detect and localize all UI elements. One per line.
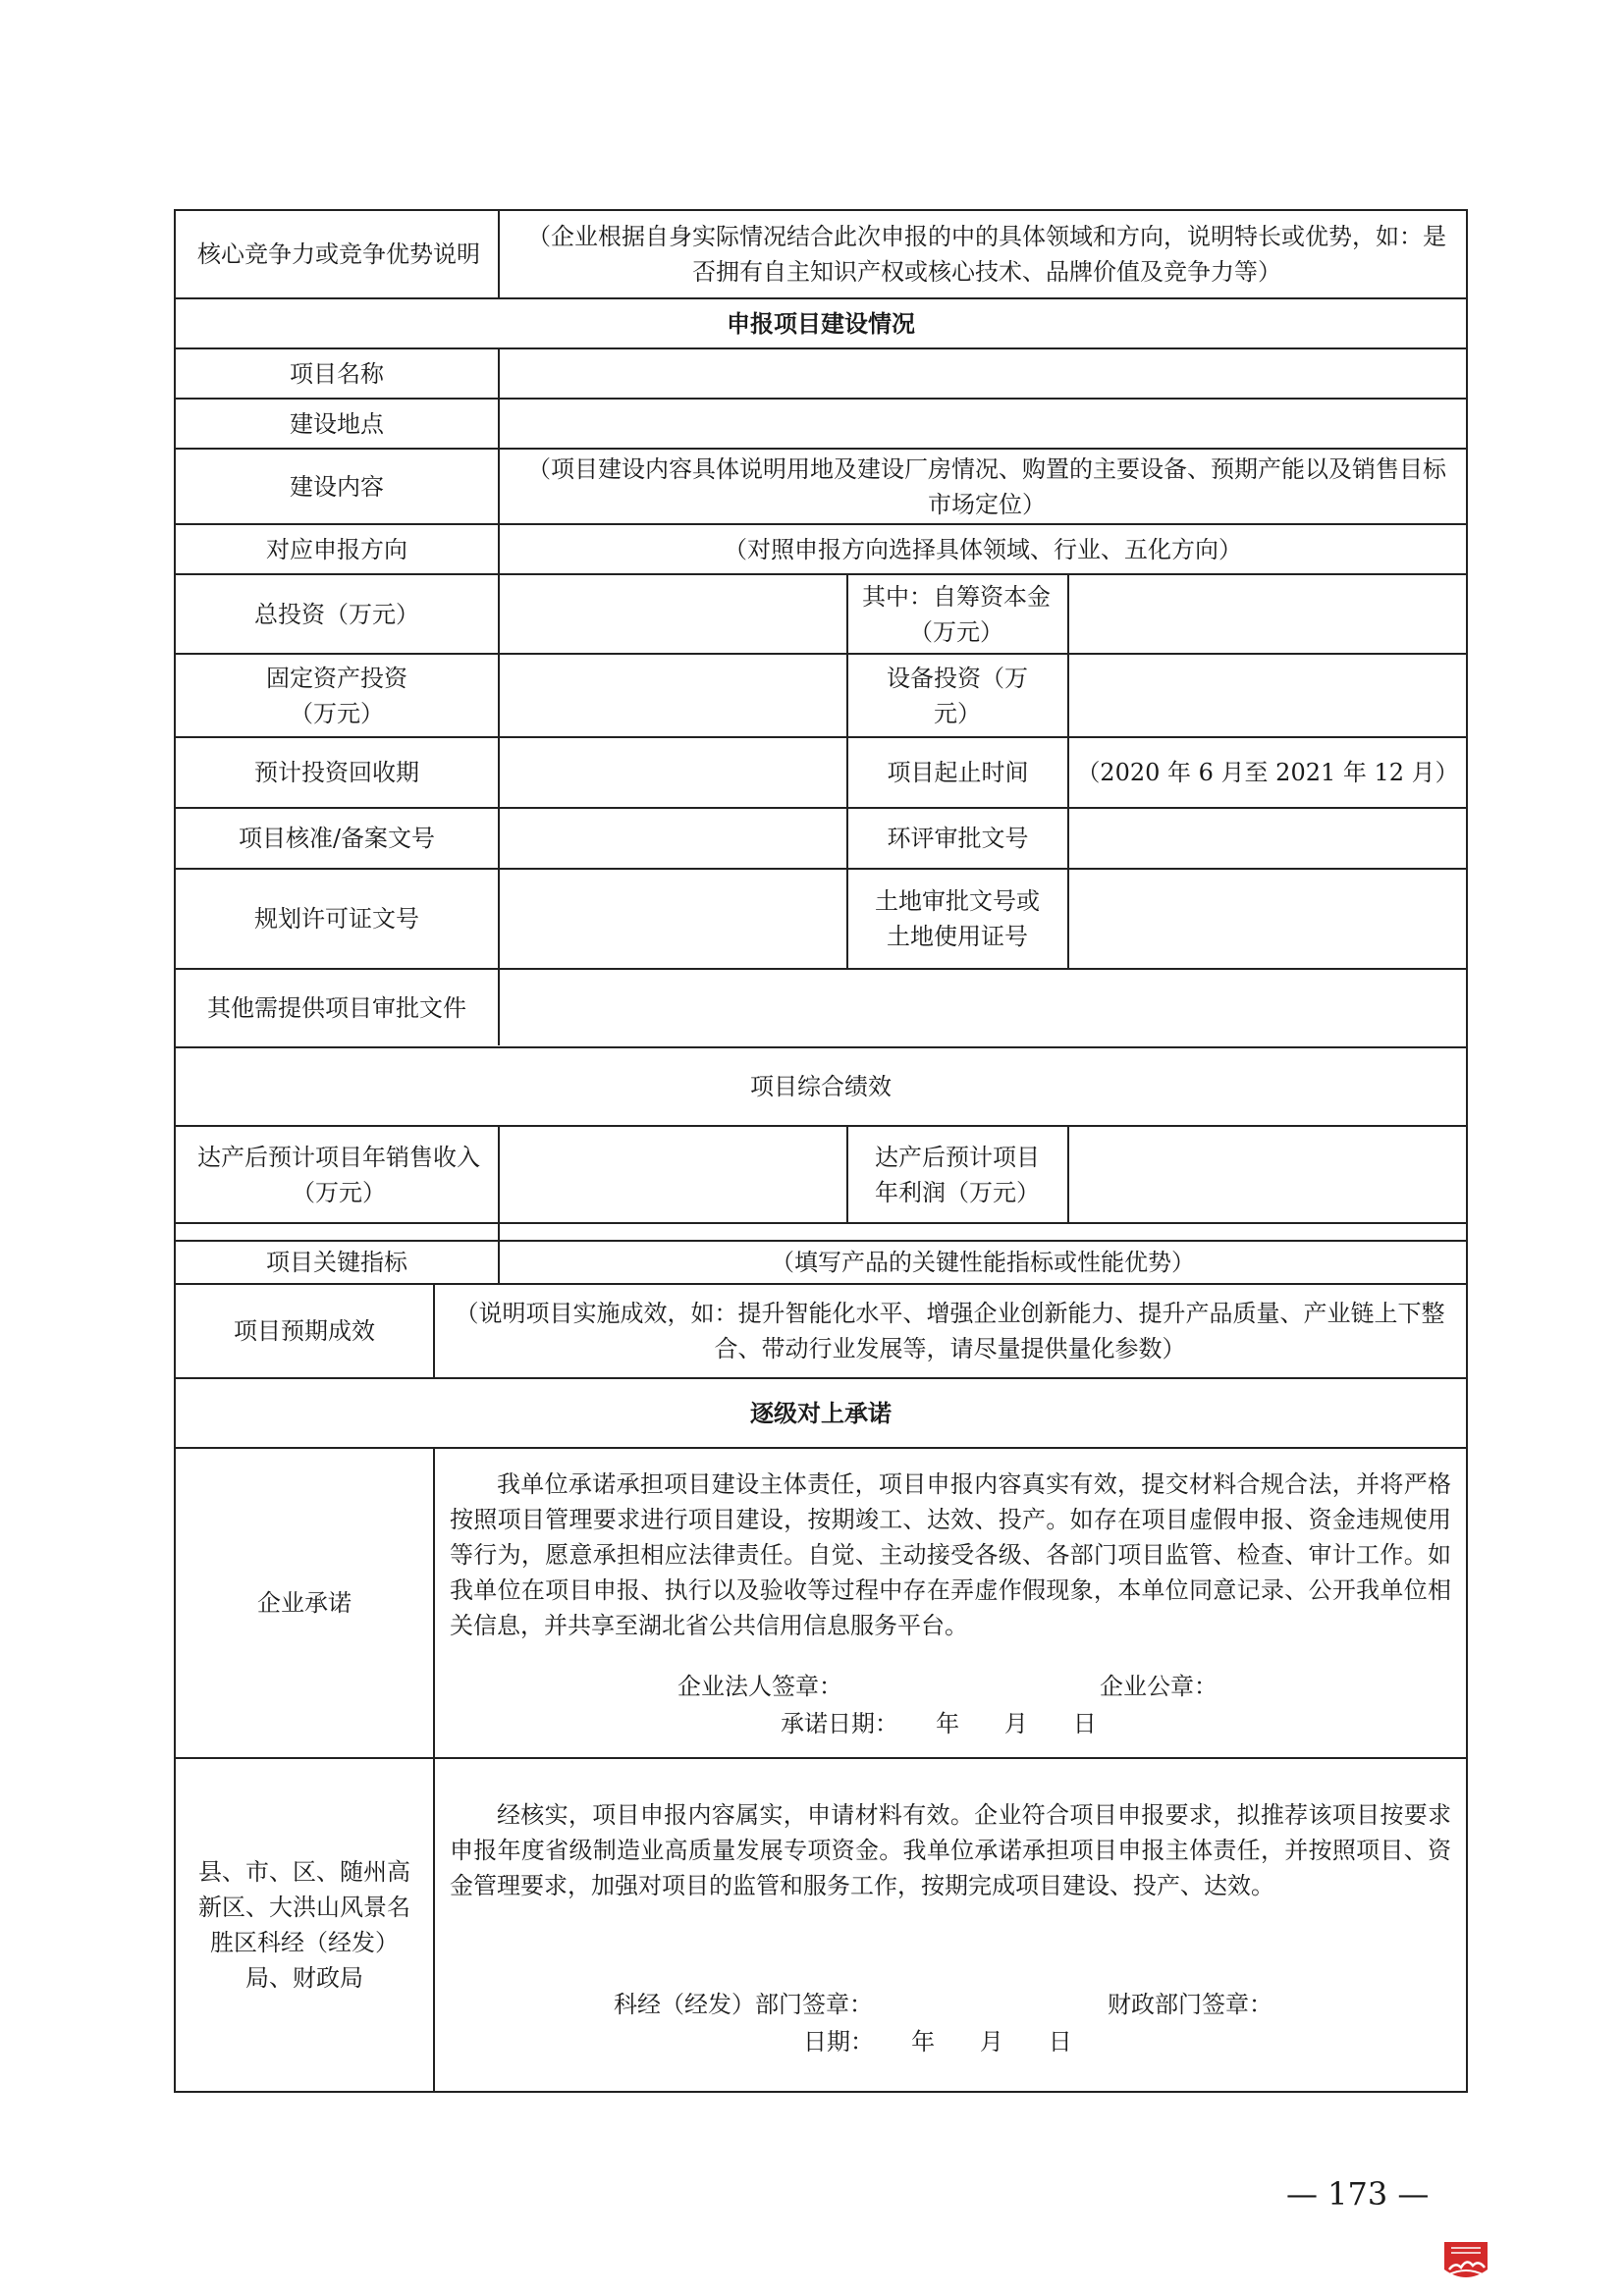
core-competitiveness-hint: （企业根据自身实际情况结合此次申报的中的具体领域和方向，说明特长或优势，如：是否拥有自主知识产权或核心技术、品牌价值及竞争力等）: [527, 223, 1446, 286]
government-label: 县、市、区、随州高新区、大洪山风景名胜区科经（经发）局、财政局: [198, 1858, 410, 1992]
period-label: 项目起止时间: [887, 759, 1029, 786]
government-review-text: 经核实，项目申报内容属实，申请材料有效。企业符合项目申报要求，拟推荐该项目按要求申报年度省级制造业高质量发展专项资金。我单位承诺承担项目申报主体责任，并按照项目、资金管理要求，加强对项目的监管和服务工作，按期完成项目建设、投产、达效。: [450, 1801, 1451, 1899]
page-number: — 173 —: [1286, 2175, 1430, 2213]
table-line: [498, 347, 500, 1045]
enterprise-seal: 企业公章：: [1100, 1673, 1218, 1700]
logo-icon: [1441, 2240, 1490, 2287]
build-site-label: 建设地点: [290, 409, 384, 438]
section-performance-header: 项目综合绩效: [750, 1073, 892, 1100]
equip-invest-label: 设备投资（万元）: [887, 664, 1028, 727]
profit-label: 达产后预计项目年利润（万元）: [875, 1143, 1040, 1206]
table-line: [433, 1283, 435, 1377]
table-line: [1466, 209, 1468, 2093]
plan-no-label: 规划许可证文号: [254, 905, 419, 933]
finance-dept-signature: 财政部门签章：: [1108, 1991, 1272, 2018]
enterprise-legal-signature: 企业法人签章：: [677, 1673, 842, 1700]
key-index-hint: （填写产品的关键性能指标或性能优势）: [771, 1249, 1195, 1276]
enterprise-promise-date: 承诺日期： 年 月 日: [781, 1710, 1097, 1737]
self-funds-label: 其中：自筹资本金（万元）: [862, 582, 1051, 646]
table-line: [174, 2091, 1468, 2093]
enterprise-promise-label: 企业承诺: [257, 1589, 352, 1617]
build-content-label: 建设内容: [290, 472, 384, 501]
direction-label: 对应申报方向: [266, 535, 407, 563]
sales-label: 达产后预计项目年销售收入（万元）: [197, 1143, 480, 1206]
table-line: [433, 1447, 435, 2091]
key-index-label: 项目关键指标: [266, 1249, 407, 1276]
fixed-invest-label: 固定资产投资（万元）: [266, 664, 407, 727]
table-line: [498, 209, 500, 297]
approval-no-label: 项目核准/备案文号: [238, 825, 436, 852]
tech-dept-signature: 科经（经发）部门签章：: [614, 1991, 873, 2018]
publisher-logo: [1441, 2240, 1490, 2287]
land-no-label: 土地审批文号或土地使用证号: [875, 887, 1040, 950]
other-docs-label: 其他需提供项目审批文件: [207, 994, 466, 1022]
payback-label: 预计投资回收期: [254, 759, 419, 786]
build-content-hint: （项目建设内容具体说明用地及建设厂房情况、购置的主要设备、预期产能以及销售目标市场定位）: [527, 454, 1446, 518]
table-line: [1067, 1125, 1069, 1222]
expected-label: 项目预期成效: [234, 1317, 375, 1345]
env-no-label: 环评审批文号: [887, 825, 1029, 852]
direction-hint: （对照申报方向选择具体领域、行业、五化方向）: [724, 535, 1242, 563]
table-line: [174, 1222, 1468, 1224]
expected-hint: （说明项目实施成效，如：提升智能化水平、增强企业创新能力、提升产品质量、产业链上下整合、带动行业发展等，请尽量提供量化参数）: [455, 1300, 1445, 1362]
government-date: 日期： 年 月 日: [803, 2028, 1072, 2056]
section-build-header: 申报项目建设情况: [727, 308, 915, 338]
enterprise-promise-text: 我单位承诺承担项目建设主体责任，项目申报内容真实有效，提交材料合规合法，并将严格按照项目管理要求进行项目建设，按期竣工、达效、投产。如存在项目虚假申报、资金违规使用等行为，愿意承担相应法律责任。自觉、主动接受各级、各部门项目监管、检查、审计工作。如我单位在项目申报、执行以及验收等过程中存在弄虚作假现象，本单位同意记录、公开我单位相关信息，并共享至湖北省公共信用信息服务平台。: [450, 1470, 1451, 1639]
core-competitiveness-label: 核心竞争力或竞争优势说明: [197, 240, 480, 268]
table-line: [846, 1125, 848, 1222]
section-promise-header: 逐级对上承诺: [750, 1398, 892, 1427]
project-name-label: 项目名称: [290, 359, 384, 388]
period-value: （2020 年 6 月至 2021 年 12 月）: [1076, 759, 1459, 786]
total-invest-label: 总投资（万元）: [254, 600, 419, 628]
